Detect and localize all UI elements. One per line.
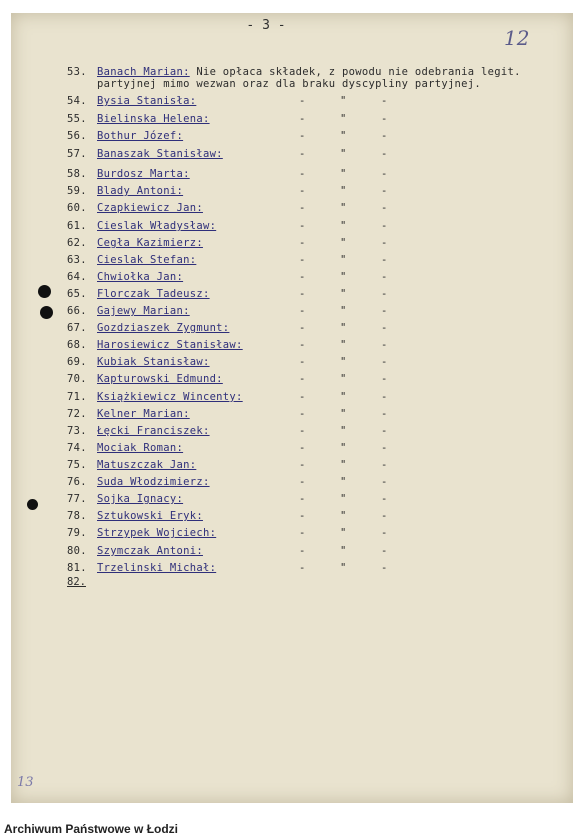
dash-mark: - bbox=[381, 130, 388, 142]
dash-mark: - bbox=[299, 113, 306, 125]
dash-mark: - bbox=[299, 493, 306, 505]
entry-name: Sojka Ignacy: bbox=[97, 493, 184, 505]
entry-number: 61. bbox=[67, 220, 87, 232]
entry-number: 60. bbox=[67, 202, 87, 214]
entry-number: 72. bbox=[67, 408, 87, 420]
entry-number: 57. bbox=[67, 148, 87, 160]
entry-number: 77. bbox=[67, 493, 87, 505]
entry-name: Gozdziaszek Zygmunt: bbox=[97, 322, 230, 334]
ditto-mark: " bbox=[340, 391, 347, 403]
dash-mark: - bbox=[381, 185, 388, 197]
ditto-mark: " bbox=[340, 527, 347, 539]
entry-name: Kubiak Stanisław: bbox=[97, 356, 210, 368]
entry-number: 58. bbox=[67, 168, 87, 180]
entry-name: Łęcki Franciszek: bbox=[97, 425, 210, 437]
entry-number: 80. bbox=[67, 545, 87, 557]
entry-number: 55. bbox=[67, 113, 87, 125]
dash-mark: - bbox=[299, 288, 306, 300]
entry-number: 69. bbox=[67, 356, 87, 368]
dash-mark: - bbox=[299, 220, 306, 232]
punch-hole bbox=[40, 306, 53, 319]
archive-name: Archiwum Państwowe w Łodzi bbox=[4, 822, 179, 836]
entry-number: 64. bbox=[67, 271, 87, 283]
ditto-mark: " bbox=[340, 510, 347, 522]
entry-number: 65. bbox=[67, 288, 87, 300]
entry-name: Strzypek Wojciech: bbox=[97, 527, 217, 539]
dash-mark: - bbox=[381, 254, 388, 266]
ditto-mark: " bbox=[340, 442, 347, 454]
entry-name: Cieslak Władysław: bbox=[97, 220, 217, 232]
ditto-mark: " bbox=[340, 545, 347, 557]
entry-number: 67. bbox=[67, 322, 87, 334]
dash-mark: - bbox=[381, 459, 388, 471]
dash-mark: - bbox=[299, 237, 306, 249]
entry-name: Cegła Kazimierz: bbox=[97, 237, 203, 249]
ditto-mark: " bbox=[340, 373, 347, 385]
dash-mark: - bbox=[381, 339, 388, 351]
dash-mark: - bbox=[299, 562, 306, 574]
dash-mark: - bbox=[299, 322, 306, 334]
entry-name: Gajewy Marian: bbox=[97, 305, 190, 317]
entry-name: Chwiołka Jan: bbox=[97, 271, 184, 283]
entry-name: Szymczak Antoni: bbox=[97, 545, 203, 557]
ditto-mark: " bbox=[340, 562, 347, 574]
dash-mark: - bbox=[299, 459, 306, 471]
dash-mark: - bbox=[381, 113, 388, 125]
dash-mark: - bbox=[381, 95, 388, 107]
dash-mark: - bbox=[381, 527, 388, 539]
entry-name: Bielinska Helena: bbox=[97, 113, 210, 125]
dash-mark: - bbox=[299, 373, 306, 385]
corner-mark-handwritten: 13 bbox=[17, 775, 34, 790]
entry-number: 71. bbox=[67, 391, 87, 403]
dash-mark: - bbox=[299, 148, 306, 160]
dash-mark: - bbox=[299, 168, 306, 180]
ditto-mark: " bbox=[340, 202, 347, 214]
entry-name: Bothur Józef: bbox=[97, 130, 184, 142]
dash-mark: - bbox=[299, 339, 306, 351]
ditto-mark: " bbox=[340, 254, 347, 266]
entry-number-82: 82. bbox=[67, 576, 86, 588]
dash-mark: - bbox=[381, 288, 388, 300]
dash-mark: - bbox=[381, 271, 388, 283]
entry-name: Banach Marian: bbox=[97, 66, 190, 78]
dash-mark: - bbox=[381, 562, 388, 574]
page-number: - 3 - bbox=[246, 18, 286, 33]
entry-name: Burdosz Marta: bbox=[97, 168, 190, 180]
entry-name: Trzelinski Michał: bbox=[97, 562, 217, 574]
entry-name: Sztukowski Eryk: bbox=[97, 510, 203, 522]
ditto-mark: " bbox=[340, 237, 347, 249]
ditto-mark: " bbox=[340, 459, 347, 471]
entry-number: 63. bbox=[67, 254, 87, 266]
dash-mark: - bbox=[381, 510, 388, 522]
dash-mark: - bbox=[299, 254, 306, 266]
entry-number: 56. bbox=[67, 130, 87, 142]
dash-mark: - bbox=[381, 148, 388, 160]
entry-name: Kelner Marian: bbox=[97, 408, 190, 420]
entry-number: 78. bbox=[67, 510, 87, 522]
ditto-mark: " bbox=[340, 130, 347, 142]
dash-mark: - bbox=[299, 545, 306, 557]
entry-name: Bysia Stanisła: bbox=[97, 95, 197, 107]
dash-mark: - bbox=[381, 425, 388, 437]
ditto-mark: " bbox=[340, 113, 347, 125]
entry-name: Harosiewicz Stanisław: bbox=[97, 339, 243, 351]
ditto-mark: " bbox=[340, 305, 347, 317]
archive-number-handwritten: 12 bbox=[504, 26, 530, 50]
ditto-mark: " bbox=[340, 425, 347, 437]
ditto-mark: " bbox=[340, 168, 347, 180]
dash-mark: - bbox=[381, 237, 388, 249]
ditto-mark: " bbox=[340, 476, 347, 488]
entry-text-line1: Nie opłaca składek, z powodu nie odebrania legit. bbox=[189, 66, 521, 78]
dash-mark: - bbox=[299, 185, 306, 197]
entry-name: Banaszak Stanisław: bbox=[97, 148, 223, 160]
dash-mark: - bbox=[299, 202, 306, 214]
ditto-mark: " bbox=[340, 148, 347, 160]
ditto-mark: " bbox=[340, 493, 347, 505]
dash-mark: - bbox=[381, 305, 388, 317]
entry-text-line2: partyjnej mimo wezwan oraz dla braku dyscypliny partyjnej. bbox=[97, 78, 482, 90]
entry-number: 54. bbox=[67, 95, 87, 107]
entry-number: 73. bbox=[67, 425, 87, 437]
dash-mark: - bbox=[299, 271, 306, 283]
dash-mark: - bbox=[381, 373, 388, 385]
ditto-mark: " bbox=[340, 356, 347, 368]
dash-mark: - bbox=[381, 356, 388, 368]
entry-name: Matuszczak Jan: bbox=[97, 459, 197, 471]
dash-mark: - bbox=[299, 408, 306, 420]
dash-mark: - bbox=[299, 510, 306, 522]
dash-mark: - bbox=[381, 202, 388, 214]
entry-number: 76. bbox=[67, 476, 87, 488]
entry-number: 53. bbox=[67, 66, 87, 78]
entry-number: 75. bbox=[67, 459, 87, 471]
dash-mark: - bbox=[381, 322, 388, 334]
dash-mark: - bbox=[299, 305, 306, 317]
dash-mark: - bbox=[299, 356, 306, 368]
dash-mark: - bbox=[381, 168, 388, 180]
dash-mark: - bbox=[299, 425, 306, 437]
entry-number: 74. bbox=[67, 442, 87, 454]
dash-mark: - bbox=[299, 442, 306, 454]
dash-mark: - bbox=[381, 476, 388, 488]
dash-mark: - bbox=[381, 408, 388, 420]
dash-mark: - bbox=[381, 545, 388, 557]
entry-name: Kapturowski Edmund: bbox=[97, 373, 223, 385]
dash-mark: - bbox=[299, 527, 306, 539]
entry-number: 59. bbox=[67, 185, 87, 197]
entry-name: Mociak Roman: bbox=[97, 442, 184, 454]
ditto-mark: " bbox=[340, 322, 347, 334]
entry-name: Florczak Tadeusz: bbox=[97, 288, 210, 300]
dash-mark: - bbox=[381, 493, 388, 505]
ditto-mark: " bbox=[340, 408, 347, 420]
ditto-mark: " bbox=[340, 95, 347, 107]
dash-mark: - bbox=[299, 130, 306, 142]
entry-number: 81. bbox=[67, 562, 87, 574]
entry-name: Suda Włodzimierz: bbox=[97, 476, 210, 488]
entry-number: 62. bbox=[67, 237, 87, 249]
entry-name: Czapkiewicz Jan: bbox=[97, 202, 203, 214]
entry-name: Książkiewicz Wincenty: bbox=[97, 391, 243, 403]
footer-bar bbox=[0, 808, 586, 840]
punch-hole bbox=[27, 499, 38, 510]
ditto-mark: " bbox=[340, 271, 347, 283]
entry-name: Blady Antoni: bbox=[97, 185, 184, 197]
entry-number: 70. bbox=[67, 373, 87, 385]
entry-53 bbox=[67, 66, 547, 90]
entry-number: 66. bbox=[67, 305, 87, 317]
entry-number: 79. bbox=[67, 527, 87, 539]
ditto-mark: " bbox=[340, 339, 347, 351]
ditto-mark: " bbox=[340, 288, 347, 300]
dash-mark: - bbox=[381, 442, 388, 454]
ditto-mark: " bbox=[340, 185, 347, 197]
entry-name: Cieslak Stefan: bbox=[97, 254, 197, 266]
punch-hole bbox=[38, 285, 51, 298]
dash-mark: - bbox=[299, 95, 306, 107]
dash-mark: - bbox=[381, 391, 388, 403]
ditto-mark: " bbox=[340, 220, 347, 232]
entry-number: 68. bbox=[67, 339, 87, 351]
dash-mark: - bbox=[299, 476, 306, 488]
dash-mark: - bbox=[381, 220, 388, 232]
dash-mark: - bbox=[299, 391, 306, 403]
